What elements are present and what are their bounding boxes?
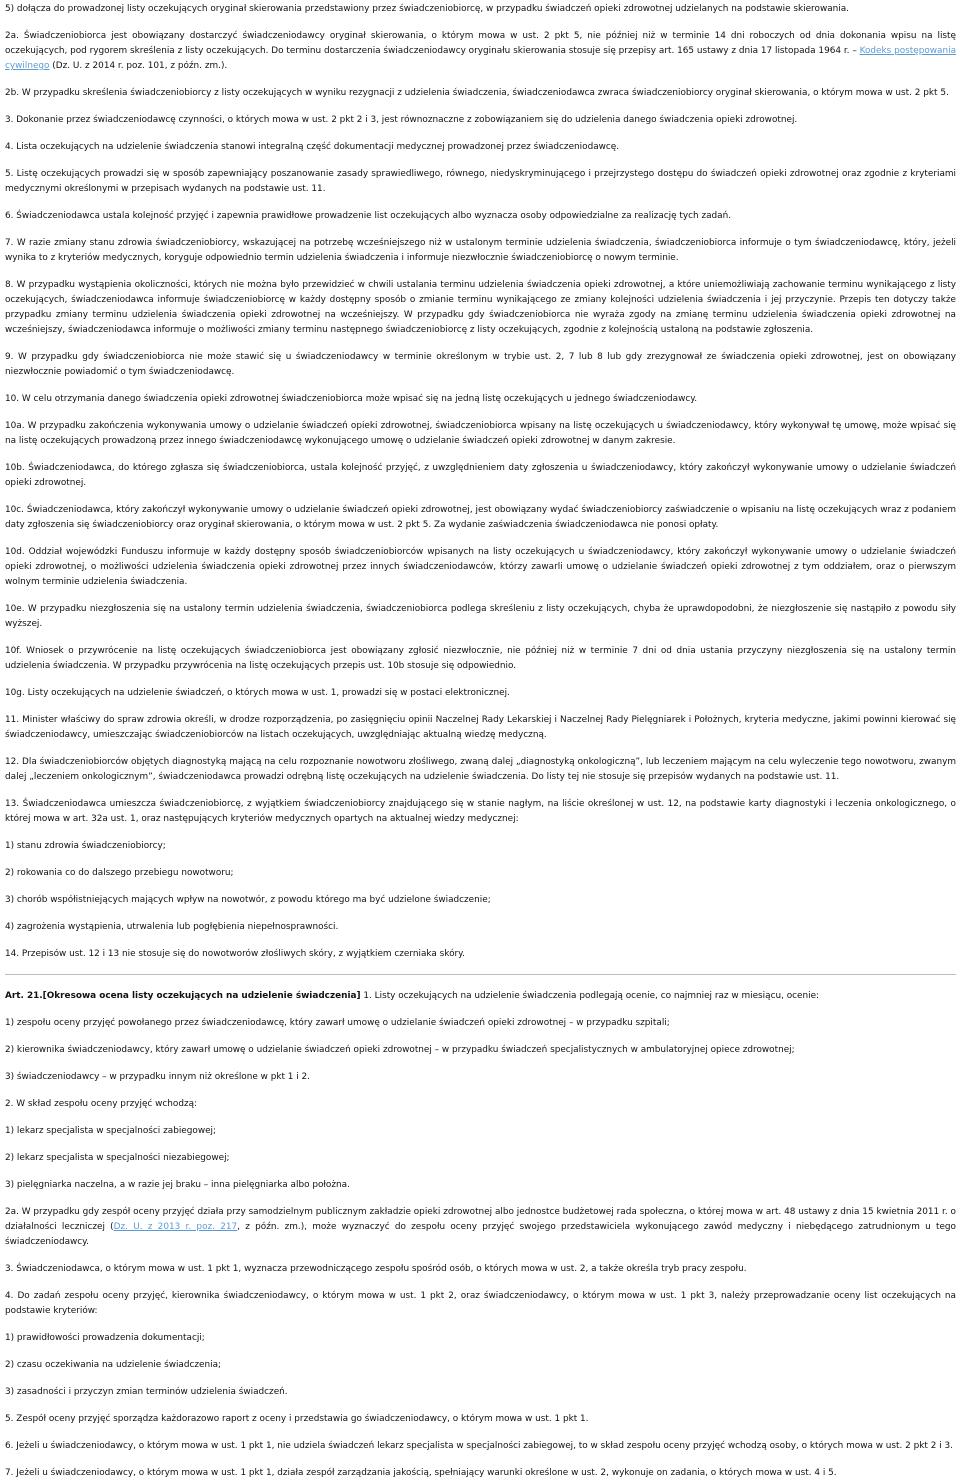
paragraph: 10g. Listy oczekujących na udzielenie świadczeń, o których mowa w ust. 1, prowadzi się w postaci elektronicznej. bbox=[5, 688, 510, 698]
paragraph: 2. W skład zespołu oceny przyjęć wchodzą: bbox=[5, 1099, 198, 1109]
paragraph: 10c. Świadczeniodawca, który zakończył wykonywanie umowy o udzielanie świadczeń opieki zdrowotnej, jest obowiązany wydać świadczeniobiorcy zaświadczenie o wpisaniu na listę oczekujących wraz z podaniem daty zgłoszenia się świadczeniobiorcy oraz oryginał skierowania, o którym mowa w ust. 2 pkt 5. Za wydanie zaświadczenia świadczeniodawca nie ponosi opłaty. bbox=[5, 505, 956, 530]
paragraph: 7. Jeżeli u świadczeniodawcy, o którym mowa w ust. 1 pkt 1, działa zespół zarządzania jakością, spełniający warunki określone w ust. 2, wykonuje on zadania, o których mowa w ust. 4 i 5. bbox=[5, 1468, 837, 1478]
paragraph: 9. W przypadku gdy świadczeniobiorca nie może stawić się u świadczeniodawcy w terminie określonym w trybie ust. 2, 7 lub 8 lub gdy zrezygnował ze świadczenia opieki zdrowotnej, jest on obowiązany niezwłocznie powiadomić o tym świadczeniodawcę. bbox=[5, 352, 956, 377]
paragraph: 4. Lista oczekujących na udzielenie świadczenia stanowi integralną część dokumentacji medycznej prowadzonej przez świadczeniodawcę. bbox=[5, 142, 620, 152]
article-label: Art. 21. bbox=[5, 991, 43, 1001]
paragraph: 3) świadczeniodawcy – w przypadku innym niż określone w pkt 1 i 2. bbox=[5, 1072, 310, 1082]
article-21-paragraphs-a bbox=[5, 1016, 956, 1193]
paragraph: 2) lekarz specjalista w specjalności niezabiegowej; bbox=[5, 1153, 230, 1163]
paragraph: 1) zespołu oceny przyjęć powołanego przez świadczeniodawcę, który zawarł umowę o udzielanie świadczeń opieki zdrowotnej – w przypadku szpitali; bbox=[5, 1018, 670, 1028]
article-21-heading bbox=[5, 989, 956, 1004]
paragraph: 2) czasu oczekiwania na udzielenie świadczenia; bbox=[5, 1360, 222, 1370]
paragraph: 12. Dla świadczeniobiorców objętych diagnostyką mającą na celu rozpoznanie nowotworu złośliwego, zwaną dalej „diagnostyką onkologiczną”, lub leczeniem mającym na celu wyleczenie tego nowotworu, zwanym dalej „leczeniem onkologicznym”, świadczeniodawca prowadzi odrębną listę oczekujących na udzielenie świadczenia. Do listy tej nie stosuje się przepisów wydanych na podstawie ust. 11. bbox=[5, 757, 956, 782]
paragraph: 3) pielęgniarka naczelna, a w razie jej braku – inna pielęgniarka albo położna. bbox=[5, 1180, 350, 1190]
paragraph: 2) rokowania co do dalszego przebiegu nowotworu; bbox=[5, 868, 234, 878]
paragraph: 1) stanu zdrowia świadczeniobiorcy; bbox=[5, 841, 166, 851]
paragraph: 3. Świadczeniodawca, o którym mowa w ust. 1 pkt 1, wyznacza przewodniczącego zespołu spośród osób, o których mowa w ust. 2, a także określa tryb pracy zespołu. bbox=[5, 1264, 747, 1274]
paragraph: 1) prawidłowości prowadzenia dokumentacji; bbox=[5, 1333, 205, 1343]
paragraph: 2) kierownika świadczeniodawcy, który zawarł umowę o udzielanie świadczeń opieki zdrowotnej – w przypadku świadczeń specjalistycznych w ambulatoryjnej opiece zdrowotnej; bbox=[5, 1045, 795, 1055]
paragraph: 3) chorób współistniejących mających wpływ na nowotwór, z powodu którego ma być udzielone świadczenie; bbox=[5, 895, 491, 905]
paragraph: 5. Zespół oceny przyjęć sporządza każdorazowo raport z oceny i przedstawia go świadczeniodawcy, o którym mowa w ust. 1 pkt 1. bbox=[5, 1414, 589, 1424]
paragraph: 1) lekarz specjalista w specjalności zabiegowej; bbox=[5, 1126, 216, 1136]
paragraph: 4. Do zadań zespołu oceny przyjęć, kierownika świadczeniodawcy, o którym mowa w ust. 1 pkt 2, oraz świadczeniodawcy, o którym mowa w ust. 1 pkt 3, należy przeprowadzanie oceny list oczekujących na podstawie kryteriów: bbox=[5, 1291, 956, 1316]
paragraph: 8. W przypadku wystąpienia okoliczności, których nie można było przewidzieć w chwili ustalania terminu udzielenia świadczenia opieki zdrowotnej, a które uniemożliwiają zachowanie terminu wynikającego z listy oczekujących, świadczeniodawca informuje świadczeniobiorcę w każdy dostępny sposób o zmianie terminu wynikającego ze zmiany kolejności udzielenia świadczenia i jej przyczynie. Przepis ten dotyczy także przypadku zmiany terminu udzielenia świadczenia opieki zdrowotnej na wcześniejszy. W przypadku gdy świadczeniobiorca nie wyraża zgody na zmianę terminu udzielenia świadczenia opieki zdrowotnej na wcześniejszy, świadczeniodawca informuje o możliwości zmiany terminu następnego świadczeniobiorcę z listy oczekujących, zgodnie z kolejnością ustaloną na podstawie zgłoszenia. bbox=[5, 280, 956, 335]
paragraph-text: 2a. Świadczeniobiorca jest obowiązany dostarczyć świadczeniodawcy oryginał skierowania, o którym mowa w ust. 2 pkt 5, nie później niż w terminie 14 dni roboczych od dnia dokonania wpisu na listę oczekujących, pod rygorem skreślenia z listy oczekujących. Do terminu dostarczenia świadczeniodawcy oryginału skierowania stosuje się przepisy art. 165 ustawy z dnia 17 listopada 1964 r. – bbox=[5, 31, 956, 56]
paragraph: 13. Świadczeniodawca umieszcza świadczeniobiorcę, z wyjątkiem świadczeniobiorcy znajdującego się w stanie nagłym, na liście określonej w ust. 12, na podstawie karty diagnostyki i leczenia onkologicznego, o której mowa w art. 32a ust. 1, oraz następujących kryteriów medycznych opartych na aktualnej wiedzy medycznej: bbox=[5, 799, 956, 824]
paragraph: 2b. W przypadku skreślenia świadczeniobiorcy z listy oczekujących w wyniku rezygnacji z udzielenia świadczenia, świadczeniodawca zwraca świadczeniobiorcy oryginał skierowania, o którym mowa w ust. 2 pkt 5. bbox=[5, 88, 949, 98]
dz-u-link[interactable]: Dz. U. z 2013 r. poz. 217 bbox=[113, 1222, 238, 1232]
paragraph-2a-council bbox=[5, 1205, 956, 1250]
paragraph: 3) zasadności i przyczyn zmian terminów udzielenia świadczeń. bbox=[5, 1387, 288, 1397]
paragraph: 10f. Wniosek o przywrócenie na listę oczekujących świadczeniobiorca jest obowiązany zgłosić niezwłocznie, nie później niż w terminie 7 dni od dnia ustania przyczyny niezgłoszenia się na ustalony termin udzielenia świadczenia. W przypadku przywrócenia na listę oczekujących przepis ust. 10b stosuje się odpowiednio. bbox=[5, 646, 956, 671]
paragraph-2a bbox=[5, 29, 956, 74]
paragraph: 10b. Świadczeniodawca, do którego zgłasza się świadczeniobiorca, ustala kolejność przyjęć, z uwzględnieniem daty zgłoszenia u świadczeniodawcy, który zakończył wykonywanie umowy o udzielanie świadczeń opieki zdrowotnej. bbox=[5, 463, 956, 488]
article-separator bbox=[5, 974, 956, 975]
paragraph-text: (Dz. U. z 2014 r. poz. 101, z późn. zm.). bbox=[49, 61, 228, 71]
paragraph: 11. Minister właściwy do spraw zdrowia określi, w drodze rozporządzenia, po zasięgnięciu opinii Naczelnej Rady Lekarskiej i Naczelnej Rady Pielęgniarek i Położnych, kryteria medyczne, jakimi powinni kierować się świadczeniodawcy, umieszczając świadczeniobiorców na listach oczekujących, uwzględniając aktualną wiedzę medyczną. bbox=[5, 715, 956, 740]
paragraph: 10. W celu otrzymania danego świadczenia opieki zdrowotnej świadczeniobiorca może wpisać się na jedną listę oczekujących u jednego świadczeniodawcy. bbox=[5, 394, 698, 404]
paragraph: 6. Świadczeniodawca ustala kolejność przyjęć i zapewnia prawidłowe prowadzenie list oczekujących albo wyznacza osoby odpowiedzialne za realizację tych zadań. bbox=[5, 211, 732, 221]
paragraph: 10a. W przypadku zakończenia wykonywania umowy o udzielanie świadczeń opieki zdrowotnej, świadczeniobiorca wpisany na listę oczekujących u świadczeniodawcy, który wykonywał tę umowę, może wpisać się na listę oczekujących prowadzoną przez innego świadczeniodawcę wykonującego umowę o udzielanie świadczeń opieki zdrowotnej w danym zakresie. bbox=[5, 421, 956, 446]
article-title: [Okresowa ocena listy oczekujących na udzielenie świadczenia] bbox=[42, 991, 361, 1001]
kpc-link[interactable]: Kodeks postępowania cywilnego bbox=[5, 46, 957, 71]
paragraph: 4) zagrożenia wystąpienia, utrwalenia lub pogłębienia niepełnosprawności. bbox=[5, 922, 339, 932]
legal-document bbox=[0, 2, 960, 1481]
paragraph-text: 2a. W przypadku gdy zespół oceny przyjęć działa przy samodzielnym publicznym zakładzie opieki zdrowotnej albo jednostce budżetowej rada społeczna, o której mowa w art. 48 ustawy z dnia 15 kwietnia 2011 r. o działalności leczniczej ( bbox=[5, 1207, 956, 1232]
paragraph: 10e. W przypadku niezgłoszenia się na ustalony termin udzielenia świadczenia, świadczeniobiorca podlega skreśleniu z listy oczekujących, chyba że uprawdopodobni, że niezgłoszenie się nastąpiło z powodu siły wyższej. bbox=[5, 604, 956, 629]
paragraph: 5. Listę oczekujących prowadzi się w sposób zapewniający poszanowanie zasady sprawiedliwego, równego, niedyskryminującego i przejrzystego dostępu do świadczeń opieki zdrowotnej oraz zgodnie z kryteriami medycznymi określonymi w przepisach wydanych na podstawie ust. 11. bbox=[5, 169, 956, 194]
paragraph: 6. Jeżeli u świadczeniodawcy, o którym mowa w ust. 1 pkt 1, nie udziela świadczeń lekarz specjalista w specjalności zabiegowej, to w skład zespołu oceny przyjęć wchodzą osoby, o których mowa w ust. 2 pkt 2 i 3. bbox=[5, 1441, 953, 1451]
paragraph: 5) dołącza do prowadzonej listy oczekujących oryginał skierowania przedstawiony przez świadczeniobiorcę, w przypadku świadczeń opieki zdrowotnej udzielanych na podstawie skierowania. bbox=[5, 4, 849, 14]
article-21-paragraphs-b bbox=[5, 1262, 956, 1481]
paragraph: 7. W razie zmiany stanu zdrowia świadczeniobiorcy, wskazującej na potrzebę wcześniejszego niż w ustalonym terminie udzielenia świadczenia, świadczeniobiorca informuje o tym świadczeniodawcę, który, jeżeli wynika to z kryteriów medycznych, koryguje odpowiednio termin udzielenia świadczenia i informuje niezwłocznie świadczeniobiorcę o nowym terminie. bbox=[5, 238, 956, 263]
paragraph-text: 1. Listy oczekujących na udzielenie świadczenia podlegają ocenie, co najmniej raz w miesiącu, ocenie: bbox=[360, 991, 820, 1001]
paragraph: 14. Przepisów ust. 12 i 13 nie stosuje się do nowotworów złośliwych skóry, z wyjątkiem czerniaka skóry. bbox=[5, 949, 465, 959]
paragraph: 10d. Oddział wojewódzki Funduszu informuje w każdy dostępny sposób świadczeniobiorców wpisanych na listy oczekujących u świadczeniodawcy, który zakończył wykonywanie umowy o udzielanie świadczeń opieki zdrowotnej, o możliwości udzielenia świadczenia opieki zdrowotnej przez innych świadczeniodawców, którzy zawarli umowę o udzielanie świadczeń opieki zdrowotnej z tym oddziałem, oraz o pierwszym wolnym terminie udzielenia świadczenia. bbox=[5, 547, 956, 587]
article-20-paragraphs bbox=[5, 86, 956, 962]
paragraph-text: , z późn. zm.), może wyznaczyć do zespołu oceny przyjęć swojego przedstawiciela wykonującego zawód medyczny i niebędącego zatrudnionym u tego świadczeniodawcy. bbox=[5, 1222, 956, 1247]
paragraph: 3. Dokonanie przez świadczeniodawcę czynności, o których mowa w ust. 2 pkt 2 i 3, jest równoznaczne z zobowiązaniem się do udzielenia danego świadczenia opieki zdrowotnej. bbox=[5, 115, 798, 125]
